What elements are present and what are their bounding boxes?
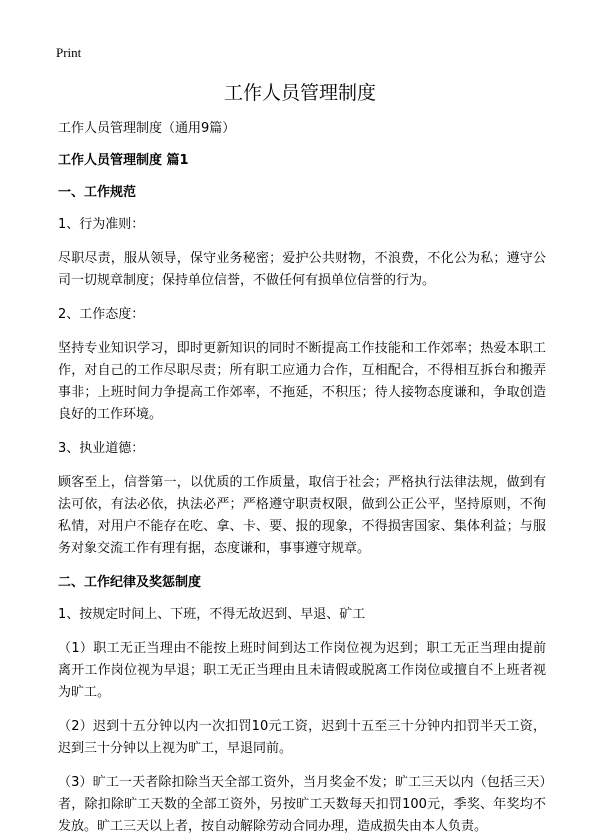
item-text-ethics: 顾客至上，信誉第一，以优质的工作质量，取信于社会；严格执行法律法规，做到有法可依，有法必依，执法必严；严格遵守职责权限，做到公正公平，坚持原则，不徇私情，对用户不能存在吃、拿、卡、要、报的现象，不得损害国家、集体利益；与服务对象交流工作有理有据，态度谦和，事事遵守规章。 [58,475,546,556]
print-label: Print [56,45,82,60]
document-subtitle: 工作人员管理制度（通用9篇） [58,121,236,136]
item-title-ethics: 3、执业道德： [58,441,145,456]
rule-paragraph-2: （2）迟到十五分钟以内一次扣罚10元工资，迟到十五至三十分钟内扣罚半天工资，迟到三十分钟以上视为旷工，早退同前。 [58,719,546,756]
section-heading-work-norms: 一、工作规范 [58,185,137,200]
page-title: 工作人员管理制度 [223,82,376,104]
document-body [58,118,546,838]
article-heading: 工作人员管理制度 篇1 [58,153,189,168]
item-title-attitude: 2、工作态度： [58,307,145,322]
section-heading-discipline: 二、工作纪律及奖惩制度 [58,575,202,590]
rule-paragraph-1: （1）职工无正当理由不能按上班时间到达工作岗位视为迟到；职工无正当理由提前离开工作岗位视为早退；职工无正当理由且未请假或脱离工作岗位或擅自不上班者视为旷工。 [58,641,546,700]
item-text-attitude: 坚持专业知识学习，即时更新知识的同时不断提高工作技能和工作郊率；热爱本职工作，对自己的工作尽职尽责；所有职工应通力合作，互相配合，不得相互拆台和搬弄事非；上班时间力争提高工作郊率，不拖延，不积压；待人接物态度谦和，争取创造良好的工作环境。 [58,341,546,422]
rule-title-attendance: 1、按规定时间上、下班，不得无故迟到、早退、矿工 [58,607,366,622]
item-text-conduct: 尽职尽责，服从领导，保守业务秘密；爱护公共财物，不浪费，不化公为私；遵守公司一切规章制度；保持单位信誉，不做任何有损单位信誉的行为。 [58,251,546,288]
rule-paragraph-3: （3）旷工一天者除扣除当天全部工资外，当月奖金不发；旷工三天以内（包括三天）者，除扣除旷工天数的全部工资外，另按旷工天数每天扣罚100元，季奖、年奖均不发放。旷工三天以上者，按自动解除劳动合同办理，造成损失由本人负责。 [58,775,546,834]
item-title-conduct: 1、行为准则： [58,217,145,232]
